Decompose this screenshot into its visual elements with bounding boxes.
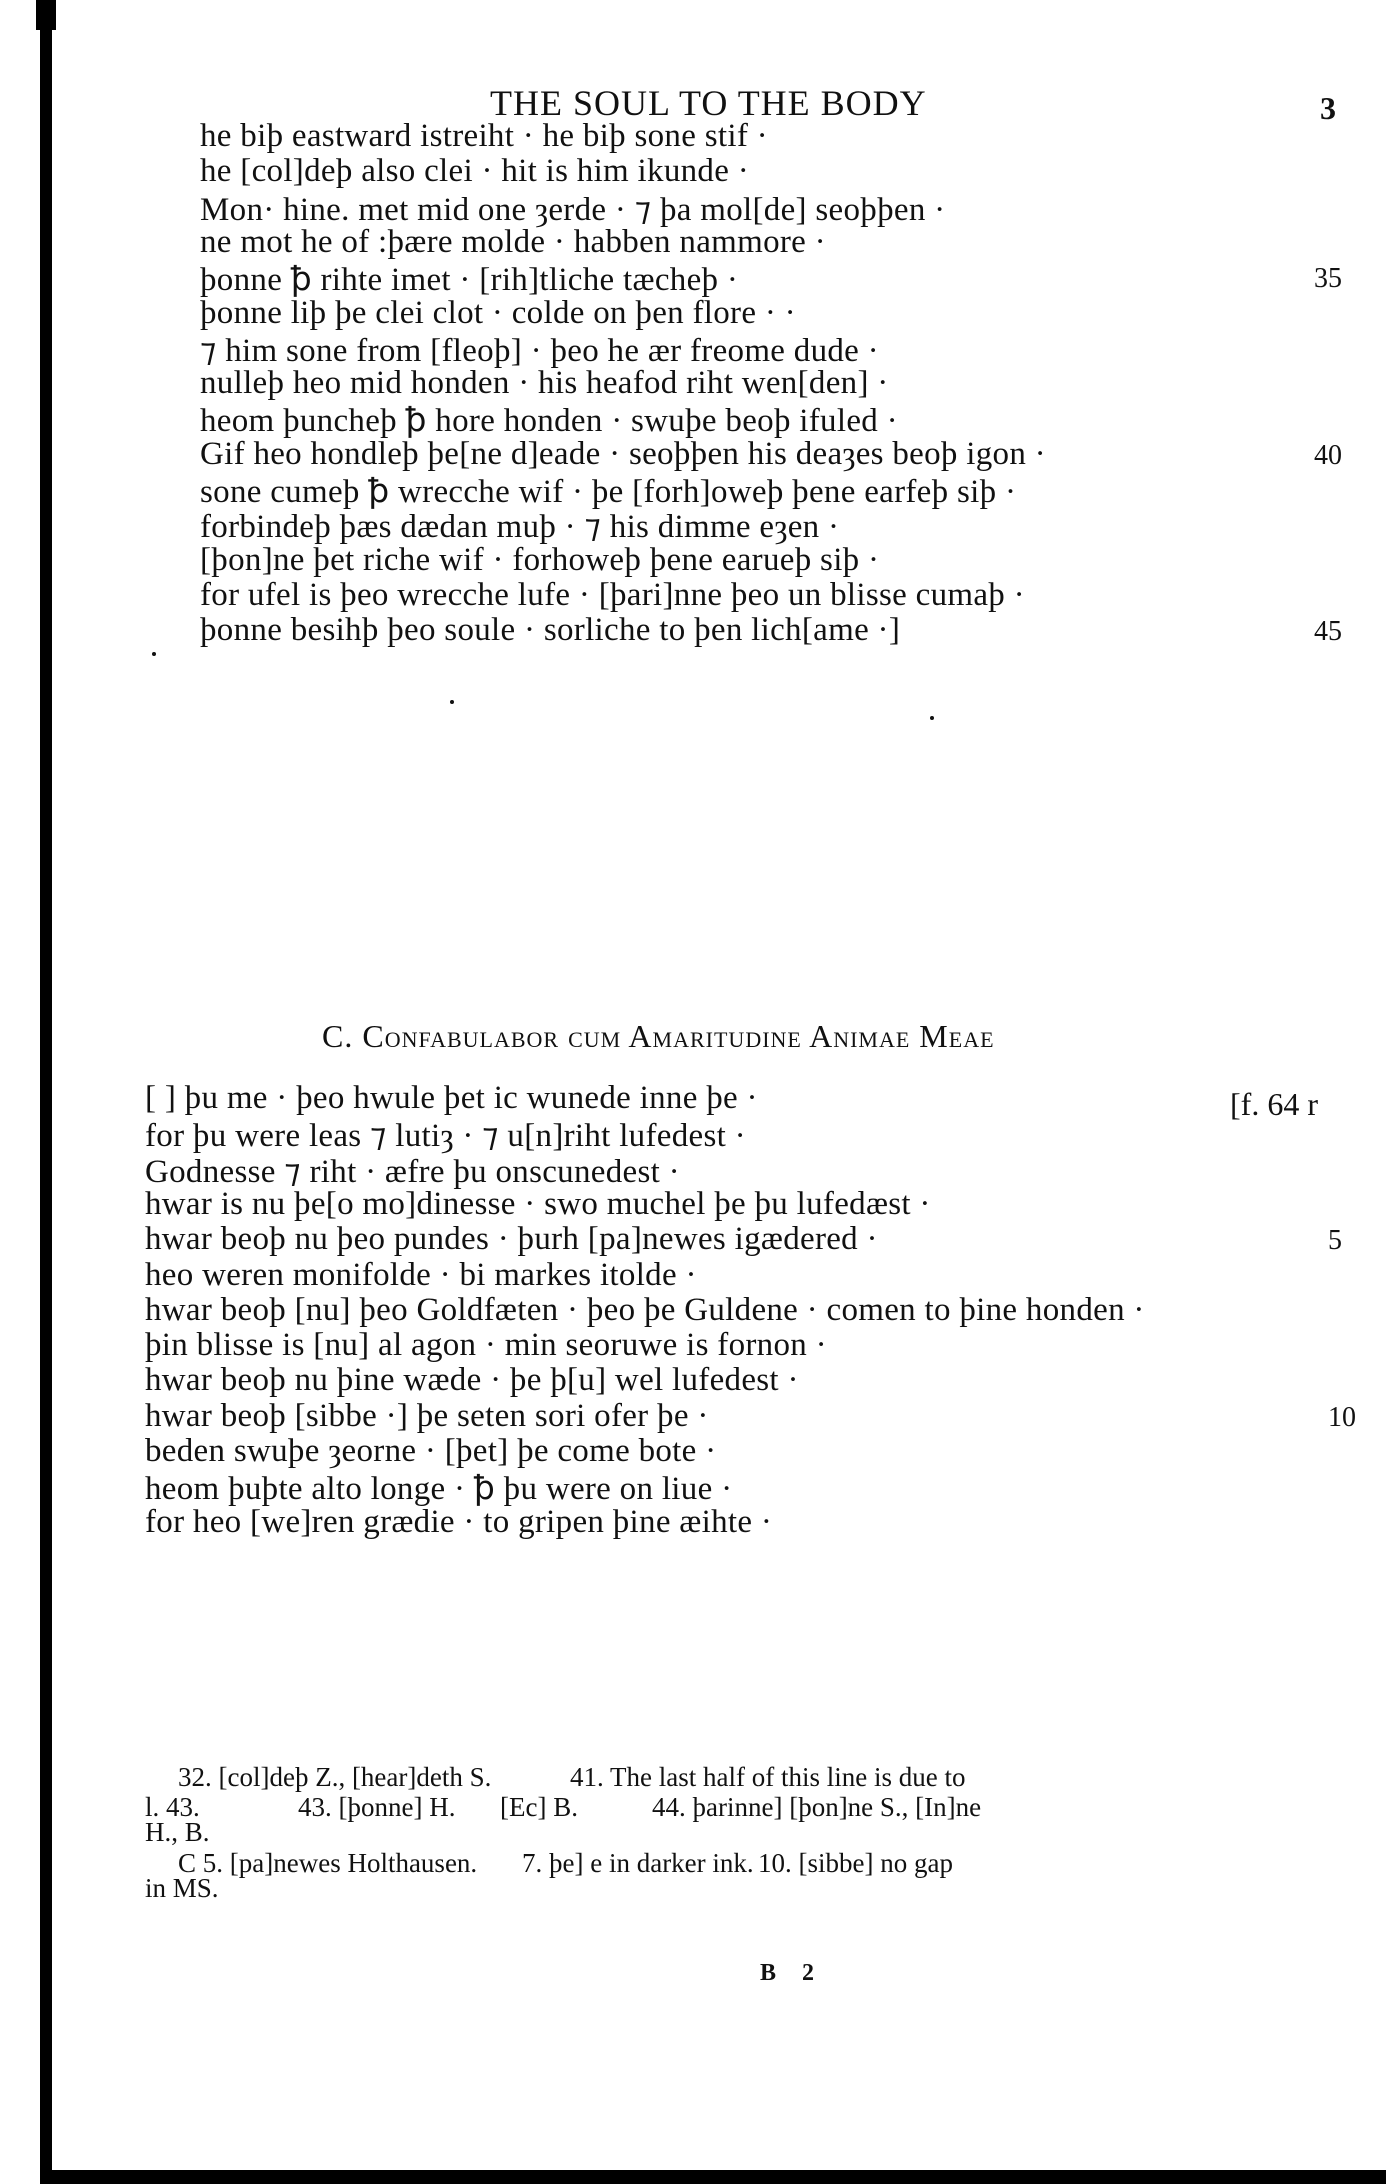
footnote-32: 32. [col]deþ Z., [hear]deth S. bbox=[178, 1762, 492, 1792]
verse-line: heo weren monifolde · bi markes itolde · bbox=[145, 1256, 697, 1293]
verse-line: Gif heo hondleþ þe[ne d]eade · seoþþen his deaȝes beoþ igon · bbox=[200, 435, 1046, 472]
footnote-41: 41. The last half of this line is due to bbox=[570, 1762, 966, 1792]
line-number: 5 bbox=[1328, 1225, 1342, 1257]
footnote-l43: l. 43. bbox=[145, 1792, 200, 1822]
page-number: 3 bbox=[1320, 90, 1336, 126]
line-number: 40 bbox=[1314, 439, 1342, 471]
signature-mark: B 2 bbox=[760, 1960, 825, 1986]
verse-line: hwar beoþ nu þine wæde · þe þ[u] wel lufedest · bbox=[145, 1362, 799, 1399]
verse-line: þin blisse is [nu] al agon · min seoruwe is fornon · bbox=[145, 1327, 827, 1364]
speck bbox=[450, 700, 454, 704]
verse-line: hwar beoþ [nu] þeo Goldfæten · þeo þe Guldene · comen to þine honden · bbox=[145, 1291, 1145, 1328]
verse-line: he biþ eastward istreiht · he biþ sone stif · bbox=[200, 118, 768, 154]
footnote-44: 44. þarinne] [þon]ne S., [In]ne bbox=[652, 1792, 982, 1822]
verse-line: Mon· hine. met mid one ȝerde · ⁊ þa mol[de] seoþþen · bbox=[200, 191, 946, 228]
verse-line: beden swuþe ȝeorne · [þet] þe come bote · bbox=[145, 1433, 717, 1469]
section-c-heading: C. Confabulabor cum Amaritudine Animae Meae bbox=[322, 1018, 995, 1054]
verse-line: for ufel is þeo wrecche lufe · [þari]nne þeo un blisse cumaþ · bbox=[200, 576, 1025, 613]
footnote-c5: C 5. [pa]newes Holthausen. bbox=[178, 1848, 478, 1878]
line-number: 45 bbox=[1314, 616, 1342, 648]
footnote-10: 10. [sibbe] no gap bbox=[758, 1848, 953, 1878]
line-number: 10 bbox=[1328, 1401, 1356, 1433]
verse-line: for heo [we]ren grædie · to gripen þine æihte · bbox=[145, 1503, 773, 1540]
verse-line: hwar beoþ [sibbe ·] þe seten sori ofer þe · bbox=[145, 1397, 709, 1434]
verse-line: Godnesse ⁊ riht · æfre þu onscunedest · bbox=[145, 1153, 680, 1190]
verse-line: [ ] þu me · þeo hwule þet ic wunede inne þe · bbox=[145, 1080, 758, 1116]
footnote-43: 43. [þonne] H. bbox=[298, 1792, 456, 1822]
footnote-7: 7. þe] e in darker ink. bbox=[522, 1848, 754, 1878]
verse-line: forbindeþ þæs dædan muþ · ⁊ his dimme eȝen · bbox=[200, 509, 840, 546]
verse-line: heom þuþte alto longe · ꝥ þu were on liue · bbox=[145, 1471, 733, 1508]
running-head: THE SOUL TO THE BODY bbox=[490, 83, 927, 123]
folio-reference: [f. 64 r bbox=[1230, 1086, 1318, 1122]
verse-line: hwar is nu þe[o mo]dinesse · swo muchel þe þu lufedæst · bbox=[145, 1185, 931, 1222]
verse-line: nulleþ heo mid honden · his heafod riht wen[den] · bbox=[200, 365, 889, 402]
speck bbox=[152, 652, 156, 656]
verse-line: ⁊ him sone from [fleoþ] · þeo he ær freome dude · bbox=[200, 332, 879, 369]
line-number: 35 bbox=[1314, 263, 1342, 295]
verse-line: for þu were leas ⁊ lutiȝ · ⁊ u[n]riht lufedest · bbox=[145, 1118, 746, 1155]
verse-line: þonne besihþ þeo soule · sorliche to þen lich[ame ·] bbox=[200, 612, 901, 649]
verse-line: heom þuncheþ ꝥ hore honden · swuþe beoþ ifuled · bbox=[200, 403, 898, 440]
verse-line: hwar beoþ nu þeo pundes · þurh [pa]newes igædered · bbox=[145, 1221, 878, 1258]
footnote-ec: [Ec] B. bbox=[500, 1792, 578, 1822]
footnote-cont-hb: H., B. bbox=[145, 1817, 210, 1847]
verse-line: ne mot he of :þære molde · habben nammore · bbox=[200, 223, 826, 260]
verse-line: [þon]ne þet riche wif · forhoweþ þene earueþ siþ · bbox=[200, 541, 880, 578]
speck bbox=[930, 716, 934, 720]
verse-line: þonne ꝥ rihte imet · [rih]tliche tæcheþ · bbox=[200, 262, 739, 299]
verse-line: sone cumeþ ꝥ wrecche wif · þe [forh]oweþ þene earfeþ siþ · bbox=[200, 474, 1017, 510]
page-left-border bbox=[40, 0, 52, 2184]
verse-line: he [col]deþ also clei · hit is him ikunde · bbox=[200, 153, 750, 190]
footnote-cont-ms: in MS. bbox=[145, 1873, 219, 1903]
page-bottom-border bbox=[40, 2170, 1386, 2184]
verse-line: þonne liþ þe clei clot · colde on þen flore · · bbox=[200, 294, 796, 331]
